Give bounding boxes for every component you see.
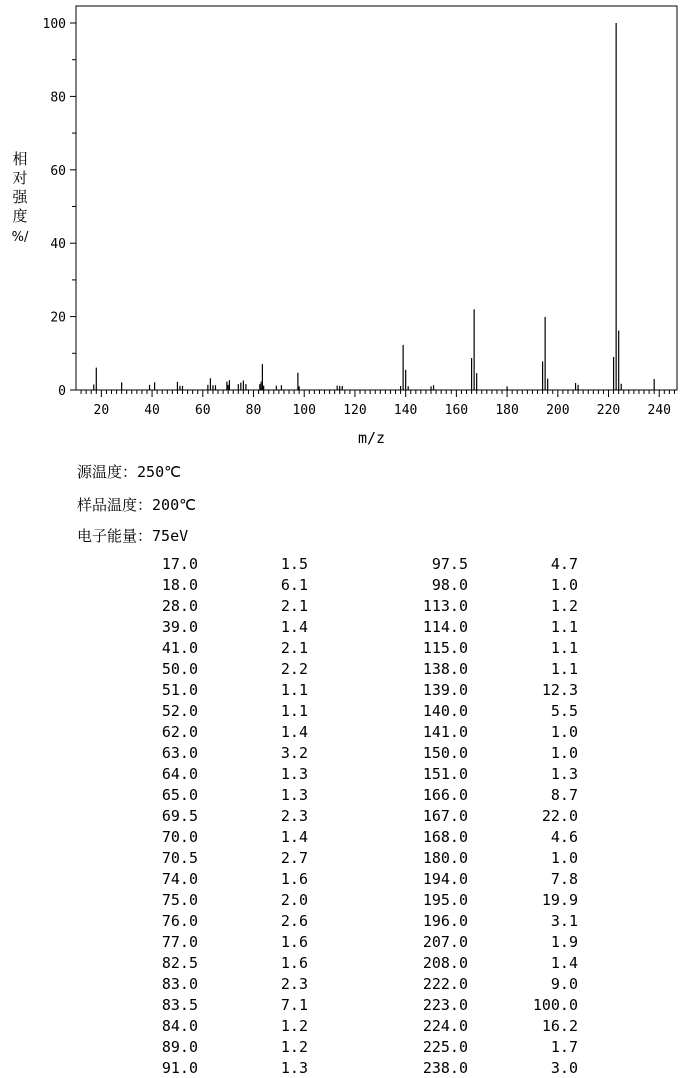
y-tick-label: 60 <box>50 163 66 179</box>
peak-mz: 138.0 <box>422 659 468 678</box>
peak-intensity: 1.4 <box>550 953 578 972</box>
peak-intensity: 8.7 <box>550 785 578 804</box>
y-axis-label-char: 度 <box>12 207 28 225</box>
peak-mz: 51.0 <box>161 680 198 699</box>
peak-mz: 141.0 <box>422 722 468 741</box>
peak-row <box>100 700 308 721</box>
peak-intensity: 4.7 <box>550 554 578 573</box>
peak-mz: 84.0 <box>161 1016 198 1035</box>
x-tick-label: 140 <box>393 403 418 418</box>
peak-row <box>100 847 308 868</box>
peak-intensity: 3.1 <box>550 911 578 930</box>
y-tick-label: 0 <box>58 384 66 399</box>
peak-intensity: 5.5 <box>550 701 578 720</box>
peak-row <box>100 574 308 595</box>
peak-intensity: 3.0 <box>550 1058 578 1077</box>
source-temperature-value: 250℃ <box>137 463 181 481</box>
peak-intensity: 1.1 <box>280 680 308 699</box>
peak-row <box>370 826 578 847</box>
peak-row <box>370 994 578 1015</box>
peak-row <box>370 1015 578 1036</box>
peak-mz: 70.0 <box>161 827 198 846</box>
peak-mz: 196.0 <box>422 911 468 930</box>
peak-intensity: 1.2 <box>280 1016 308 1035</box>
x-tick-label: 240 <box>647 403 671 418</box>
peak-mz: 28.0 <box>161 596 198 615</box>
peak-row <box>100 889 308 910</box>
peak-row <box>370 784 578 805</box>
peak-intensity: 1.2 <box>280 1037 308 1056</box>
y-axis-label <box>10 150 30 247</box>
peak-row <box>100 868 308 889</box>
x-tick-label: 100 <box>292 403 316 418</box>
peak-row <box>100 658 308 679</box>
source-temperature-label: 源温度： <box>77 463 138 481</box>
peak-mz: 114.0 <box>422 617 468 636</box>
peak-intensity: 1.4 <box>280 722 308 741</box>
peak-row <box>100 952 308 973</box>
peak-intensity: 4.6 <box>550 827 578 846</box>
x-tick-label: 80 <box>245 403 262 418</box>
peak-mz: 69.5 <box>161 806 198 825</box>
peak-table-right <box>370 553 578 1078</box>
mass-spectrum-chart <box>0 0 680 455</box>
peak-mz: 41.0 <box>161 638 198 657</box>
electron-energy-label: 电子能量： <box>77 527 153 545</box>
peak-mz: 76.0 <box>161 911 198 930</box>
peak-row <box>370 763 578 784</box>
peak-intensity: 2.7 <box>280 848 308 867</box>
peak-mz: 75.0 <box>161 890 198 909</box>
peak-mz: 115.0 <box>422 638 468 657</box>
peak-mz: 195.0 <box>422 890 468 909</box>
peak-row <box>370 637 578 658</box>
peak-row <box>100 826 308 847</box>
peak-mz: 222.0 <box>422 974 468 993</box>
peak-mz: 91.0 <box>161 1058 198 1077</box>
peak-mz: 83.5 <box>161 995 198 1014</box>
electron-energy-value: 75eV <box>152 527 189 545</box>
peak-intensity: 1.0 <box>550 848 578 867</box>
peak-mz: 224.0 <box>422 1016 468 1035</box>
peak-intensity: 1.7 <box>550 1037 578 1056</box>
peak-intensity: 2.1 <box>280 596 308 615</box>
peak-intensity: 1.3 <box>280 764 308 783</box>
x-tick-label: 220 <box>596 403 621 418</box>
peak-row <box>370 889 578 910</box>
peak-mz: 167.0 <box>422 806 468 825</box>
peak-mz: 140.0 <box>422 701 468 720</box>
peak-row <box>100 679 308 700</box>
y-tick-label: 40 <box>50 237 66 253</box>
peak-row <box>100 973 308 994</box>
peak-mz: 113.0 <box>422 596 468 615</box>
peak-mz: 194.0 <box>422 869 468 888</box>
peak-row <box>100 553 308 574</box>
y-axis-label-char: 强 <box>12 188 28 206</box>
peak-row <box>100 931 308 952</box>
peak-row <box>370 805 578 826</box>
peak-mz: 98.0 <box>431 575 468 594</box>
peak-mz: 168.0 <box>422 827 468 846</box>
peak-mz: 97.5 <box>431 554 468 573</box>
peak-intensity: 19.9 <box>541 890 578 909</box>
peak-mz: 83.0 <box>161 974 198 993</box>
y-axis-label-char: 对 <box>12 169 28 187</box>
peak-mz: 74.0 <box>161 869 198 888</box>
peak-row <box>370 847 578 868</box>
peak-row <box>100 1057 308 1078</box>
peak-mz: 39.0 <box>161 617 198 636</box>
peak-intensity: 1.1 <box>550 638 578 657</box>
y-tick-label: 80 <box>50 90 66 106</box>
peak-intensity: 1.3 <box>280 1058 308 1077</box>
peak-mz: 89.0 <box>161 1037 198 1056</box>
peak-row <box>100 742 308 763</box>
x-tick-label: 40 <box>144 403 160 418</box>
peak-intensity: 1.4 <box>280 827 308 846</box>
peak-intensity: 16.2 <box>541 1016 578 1035</box>
peak-row <box>370 679 578 700</box>
peak-row <box>370 931 578 952</box>
peak-intensity: 1.0 <box>550 575 578 594</box>
peak-intensity: 7.8 <box>550 869 578 888</box>
peak-mz: 50.0 <box>161 659 198 678</box>
peak-mz: 64.0 <box>161 764 198 783</box>
peak-intensity: 1.3 <box>280 785 308 804</box>
peak-row <box>370 742 578 763</box>
peak-row <box>370 595 578 616</box>
peak-mz: 225.0 <box>422 1037 468 1056</box>
peak-intensity: 3.2 <box>280 743 308 762</box>
peak-intensity: 1.6 <box>280 953 308 972</box>
peak-mz: 151.0 <box>422 764 468 783</box>
peak-intensity: 1.1 <box>280 701 308 720</box>
peak-intensity: 1.6 <box>280 932 308 951</box>
peak-intensity: 2.0 <box>280 890 308 909</box>
peak-intensity: 2.3 <box>280 806 308 825</box>
peak-row <box>100 763 308 784</box>
peak-intensity: 22.0 <box>541 806 578 825</box>
peak-intensity: 1.5 <box>280 554 308 573</box>
x-tick-label: 60 <box>194 403 211 418</box>
x-tick-label: 120 <box>343 403 367 418</box>
peak-row <box>370 616 578 637</box>
peak-intensity: 12.3 <box>541 680 578 699</box>
x-tick-label: 160 <box>444 403 469 418</box>
peak-mz: 65.0 <box>161 785 198 804</box>
peak-mz: 166.0 <box>422 785 468 804</box>
peak-row <box>100 910 308 931</box>
peak-mz: 208.0 <box>422 953 468 972</box>
peak-row <box>370 1036 578 1057</box>
peak-intensity: 7.1 <box>280 995 308 1014</box>
sample-temperature <box>77 494 196 515</box>
peak-row <box>370 910 578 931</box>
peak-intensity: 2.6 <box>280 911 308 930</box>
peak-row <box>370 658 578 679</box>
peak-mz: 207.0 <box>422 932 468 951</box>
peak-mz: 52.0 <box>161 701 198 720</box>
peak-intensity: 1.1 <box>550 659 578 678</box>
peak-row <box>370 721 578 742</box>
peak-table-left <box>100 553 308 1078</box>
peak-intensity: 6.1 <box>280 575 308 594</box>
peak-intensity: 9.0 <box>550 974 578 993</box>
peak-mz: 17.0 <box>161 554 198 573</box>
electron-energy <box>77 525 188 546</box>
peak-mz: 180.0 <box>422 848 468 867</box>
sample-temperature-label: 样品温度： <box>77 496 153 514</box>
y-axis-unit: %/ <box>11 230 29 245</box>
peak-row <box>100 994 308 1015</box>
x-tick-label: 20 <box>93 403 110 418</box>
peak-mz: 62.0 <box>161 722 198 741</box>
peak-row <box>370 868 578 889</box>
peak-row <box>370 1057 578 1078</box>
peak-row <box>100 784 308 805</box>
peak-mz: 238.0 <box>422 1058 468 1077</box>
peak-row <box>100 1015 308 1036</box>
y-axis-label-char: 相 <box>12 150 28 168</box>
peak-intensity: 1.3 <box>550 764 578 783</box>
peak-intensity: 1.6 <box>280 869 308 888</box>
x-tick-label: 200 <box>546 403 570 418</box>
peak-mz: 77.0 <box>161 932 198 951</box>
peak-row <box>100 1036 308 1057</box>
source-temperature <box>77 461 181 482</box>
peak-row <box>100 805 308 826</box>
peak-row <box>100 616 308 637</box>
y-tick-label: 20 <box>50 310 66 326</box>
peak-intensity: 1.0 <box>550 722 578 741</box>
x-axis-label: m/z <box>357 429 386 447</box>
peak-mz: 139.0 <box>422 680 468 699</box>
peak-intensity: 1.0 <box>550 743 578 762</box>
x-tick-label: 180 <box>495 403 519 418</box>
peak-row <box>370 973 578 994</box>
peak-mz: 63.0 <box>161 743 198 762</box>
peak-row <box>100 637 308 658</box>
peak-row <box>370 574 578 595</box>
peak-intensity: 1.2 <box>550 596 578 615</box>
peak-row <box>370 952 578 973</box>
peak-intensity: 2.3 <box>280 974 308 993</box>
peak-intensity: 2.1 <box>280 638 308 657</box>
sample-temperature-value: 200℃ <box>152 496 196 514</box>
peak-row <box>100 595 308 616</box>
peak-intensity: 2.2 <box>280 659 308 678</box>
peak-intensity: 1.9 <box>550 932 578 951</box>
peak-row <box>100 721 308 742</box>
peak-mz: 223.0 <box>422 995 468 1014</box>
peak-row <box>370 700 578 721</box>
peak-mz: 70.5 <box>161 848 198 867</box>
peak-intensity: 1.1 <box>550 617 578 636</box>
plot-frame <box>76 6 677 390</box>
peak-mz: 18.0 <box>161 575 198 594</box>
y-tick-label: 100 <box>42 17 66 32</box>
peak-intensity: 100.0 <box>532 995 578 1014</box>
peak-mz: 82.5 <box>161 953 198 972</box>
peak-mz: 150.0 <box>422 743 468 762</box>
peak-intensity: 1.4 <box>280 617 308 636</box>
peak-row <box>370 553 578 574</box>
